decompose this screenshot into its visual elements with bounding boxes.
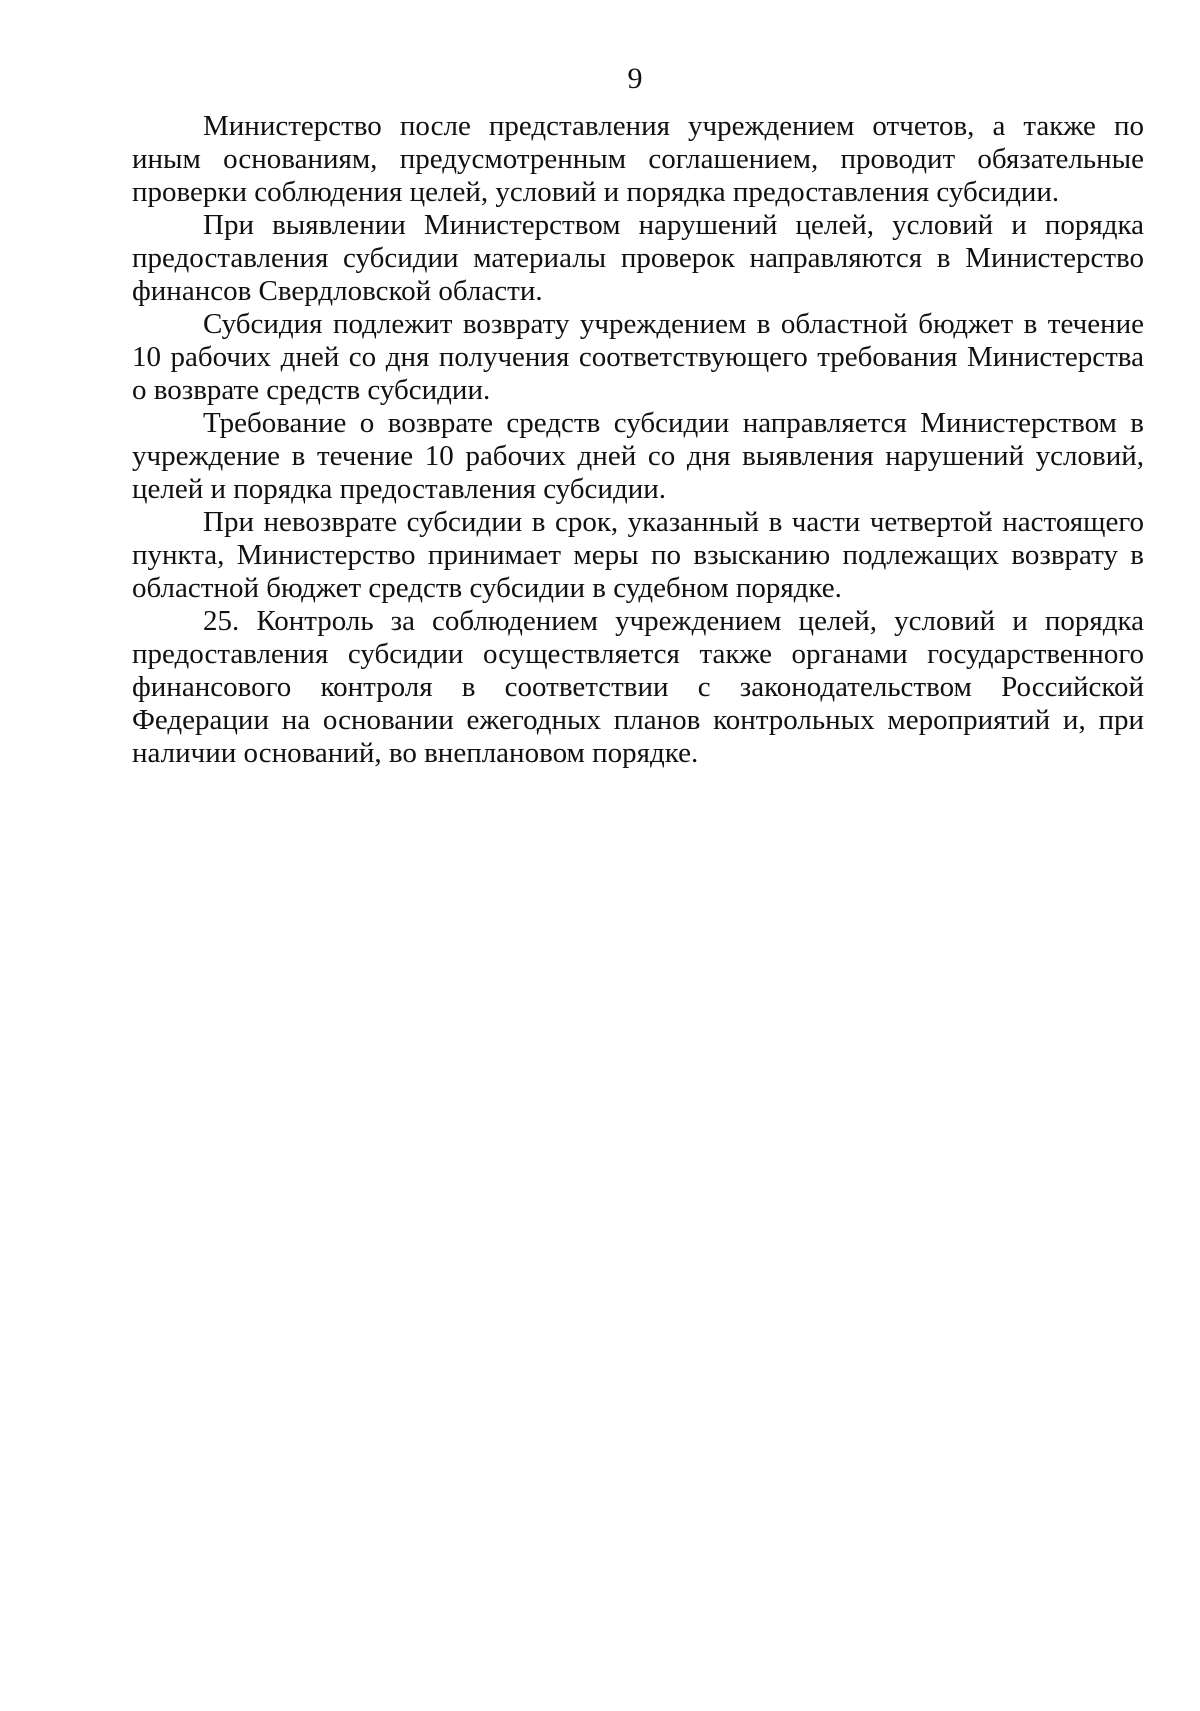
item-text: Контроль за соблюдением учреждением целей, условий и порядка предоставления субсидии осуществляется также органами государственного финансового контроля в соответствии с законодательством Российской Федерации на основании ежегодных планов контрольных мероприятий и, при наличии оснований, во внеплановом порядке. bbox=[132, 605, 1144, 769]
paragraph-violation-materials: При выявлении Министерством нарушений целей, условий и порядка предоставления субсидии материалы проверок направляются в Министерство финансов Свердловской области. bbox=[132, 209, 1144, 307]
document-body bbox=[132, 110, 1144, 770]
page-number: 9 bbox=[627, 62, 643, 95]
paragraph-item-25 bbox=[132, 605, 1144, 770]
paragraph-ministry-checks: Министерство после представления учреждением отчетов, а также по иным основаниям, предусмотренным соглашением, проводит обязательные проверки соблюдения целей, условий и порядка предоставления субсидии. bbox=[132, 110, 1144, 208]
paragraph-subsidy-return: Субсидия подлежит возврату учреждением в областной бюджет в течение 10 рабочих дней со дня получения соответствующего требования Министерства о возврате средств субсидии. bbox=[132, 308, 1144, 406]
paragraph-non-return-measures: При невозврате субсидии в срок, указанный в части четвертой настоящего пункта, Министерство принимает меры по взысканию подлежащих возврату в областной бюджет средств субсидии в судебном порядке. bbox=[132, 506, 1144, 604]
item-number: 25. bbox=[203, 605, 240, 637]
paragraph-return-requirement: Требование о возврате средств субсидии направляется Министерством в учреждение в течение 10 рабочих дней со дня выявления нарушений условий, целей и порядка предоставления субсидии. bbox=[132, 407, 1144, 505]
